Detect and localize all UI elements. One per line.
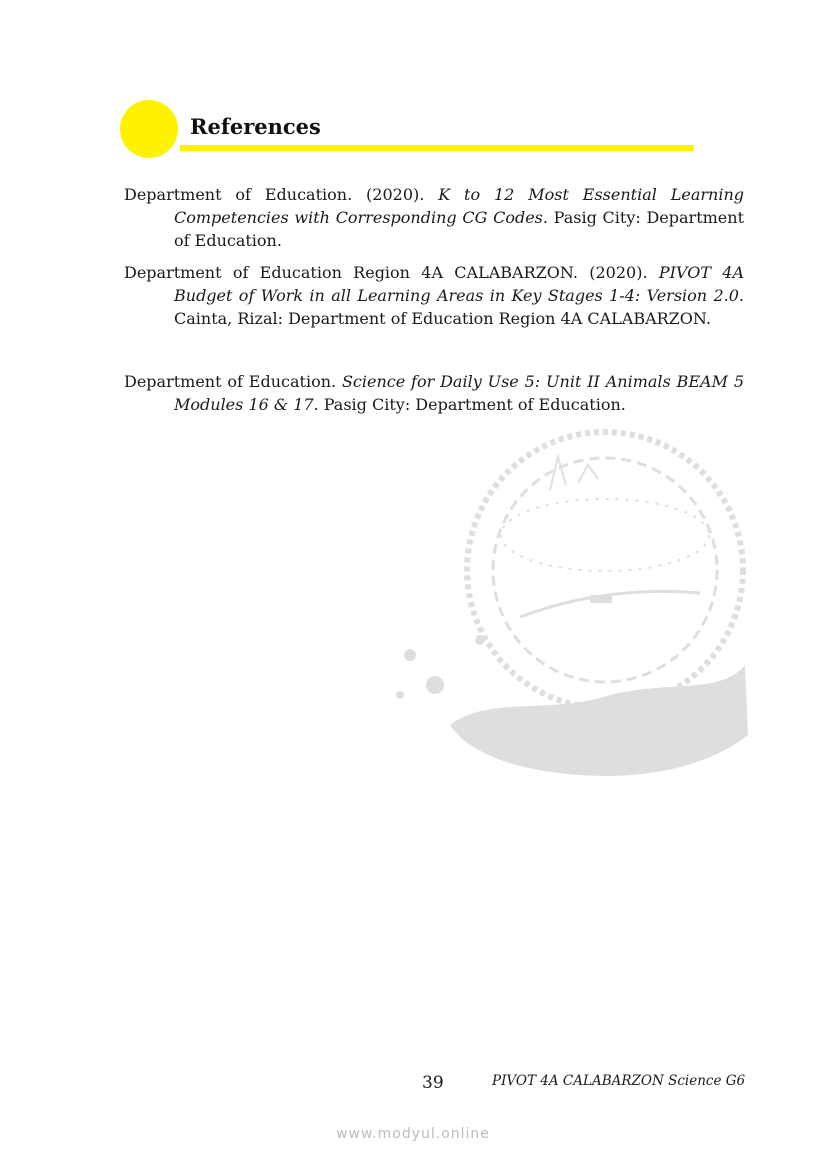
reference-publisher: Pasig City: Department of Education. — [174, 208, 744, 250]
page-number: 39 — [422, 1073, 444, 1093]
reference-title: K to 12 Most Essential Learning Competencies with Corresponding CG Codes. — [174, 185, 745, 227]
reference-publisher: . Pasig City: Department of Education. — [313, 395, 626, 414]
reference-item — [124, 261, 744, 330]
reference-title: PIVOT 4A Budget of Work in all Learning Areas in Key Stages 1-4: Version 2.0. — [174, 263, 745, 305]
section-header — [118, 98, 698, 160]
deped-seal-watermark — [380, 395, 750, 785]
yellow-circle-icon — [120, 100, 178, 158]
header-underline — [180, 145, 694, 151]
site-watermark: www.modyul.online — [336, 1126, 490, 1142]
reference-author: Department of Education. — [124, 372, 342, 391]
reference-list — [124, 183, 744, 425]
reference-publisher: Cainta, Rizal: Department of Education Region 4A CALABARZON. — [174, 309, 711, 328]
reference-author: Department of Education. (2020). — [124, 185, 439, 204]
footer-document-title: PIVOT 4A CALABARZON Science G6 — [492, 1073, 746, 1089]
page-title: References — [190, 114, 321, 139]
reference-title: Science for Daily Use 5: Unit II Animals BEAM 5 Modules 16 & 17 — [174, 372, 745, 414]
reference-author: Department of Education Region 4A CALABARZON. (2020). — [124, 263, 659, 282]
reference-item — [124, 183, 744, 252]
